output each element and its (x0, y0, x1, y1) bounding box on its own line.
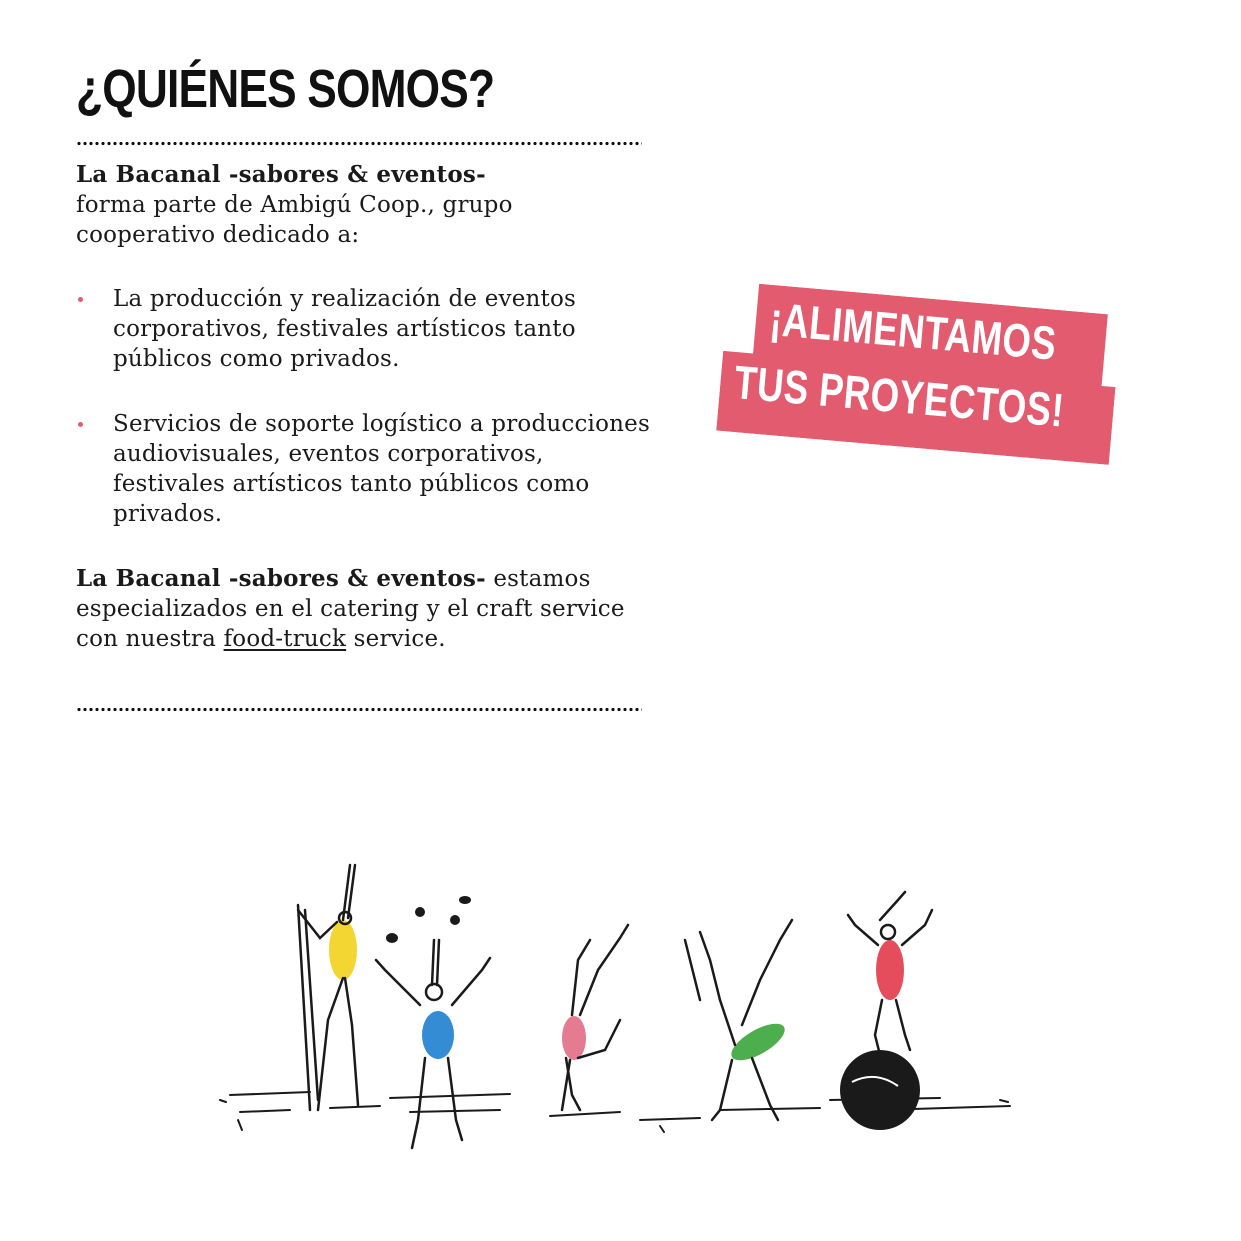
intro-paragraph (76, 160, 656, 250)
closing-text-before: estamos especializados en el catering y el craft service con nuestra (76, 566, 625, 652)
balance-ball-icon (840, 1050, 920, 1130)
closing-paragraph (76, 564, 656, 654)
dotted-divider-bottom (76, 707, 642, 712)
handstand-figure (562, 925, 628, 1110)
blue-costume (422, 1011, 454, 1059)
bullet-icon (78, 422, 83, 427)
bullet-icon (78, 297, 83, 302)
stamp-line-2: TUS PROYECTOS! (732, 355, 1067, 437)
yellow-costume (329, 920, 357, 980)
slogan-stamp (716, 281, 1122, 465)
dotted-divider-top (76, 141, 642, 146)
bullet-text: La producción y realización de eventos corporativos, festivales artísticos tanto públicos como privados. (113, 286, 577, 372)
pink-costume (562, 1016, 586, 1060)
closing-text-after: service. (346, 626, 446, 652)
cartwheel-figure (685, 920, 792, 1120)
acrobats-illustration (180, 820, 1040, 1200)
stamp-line-1: ¡ALIMENTAMOS (767, 291, 1059, 370)
stilt-walker-figure (298, 865, 358, 1110)
services-list (76, 284, 656, 529)
juggling-balls (386, 896, 471, 943)
food-truck-link[interactable]: food-truck (223, 626, 347, 652)
ball-balancer-figure (840, 892, 932, 1130)
list-item (76, 409, 656, 529)
intro-brand: La Bacanal -sabores & eventos- (76, 161, 486, 188)
closing-brand: La Bacanal -sabores & eventos- (76, 565, 486, 592)
about-text (76, 160, 656, 654)
green-costume (726, 1017, 790, 1068)
list-item (76, 284, 656, 374)
page-title: ¿QUIÉNES SOMOS? (76, 59, 495, 119)
intro-text: forma parte de Ambigú Coop., grupo cooperativo dedicado a: (76, 192, 513, 248)
red-costume (876, 940, 904, 1000)
bullet-text: Servicios de soporte logístico a producciones audiovisuales, eventos corporativos, festivales artísticos tanto públicos como privados. (113, 411, 650, 527)
